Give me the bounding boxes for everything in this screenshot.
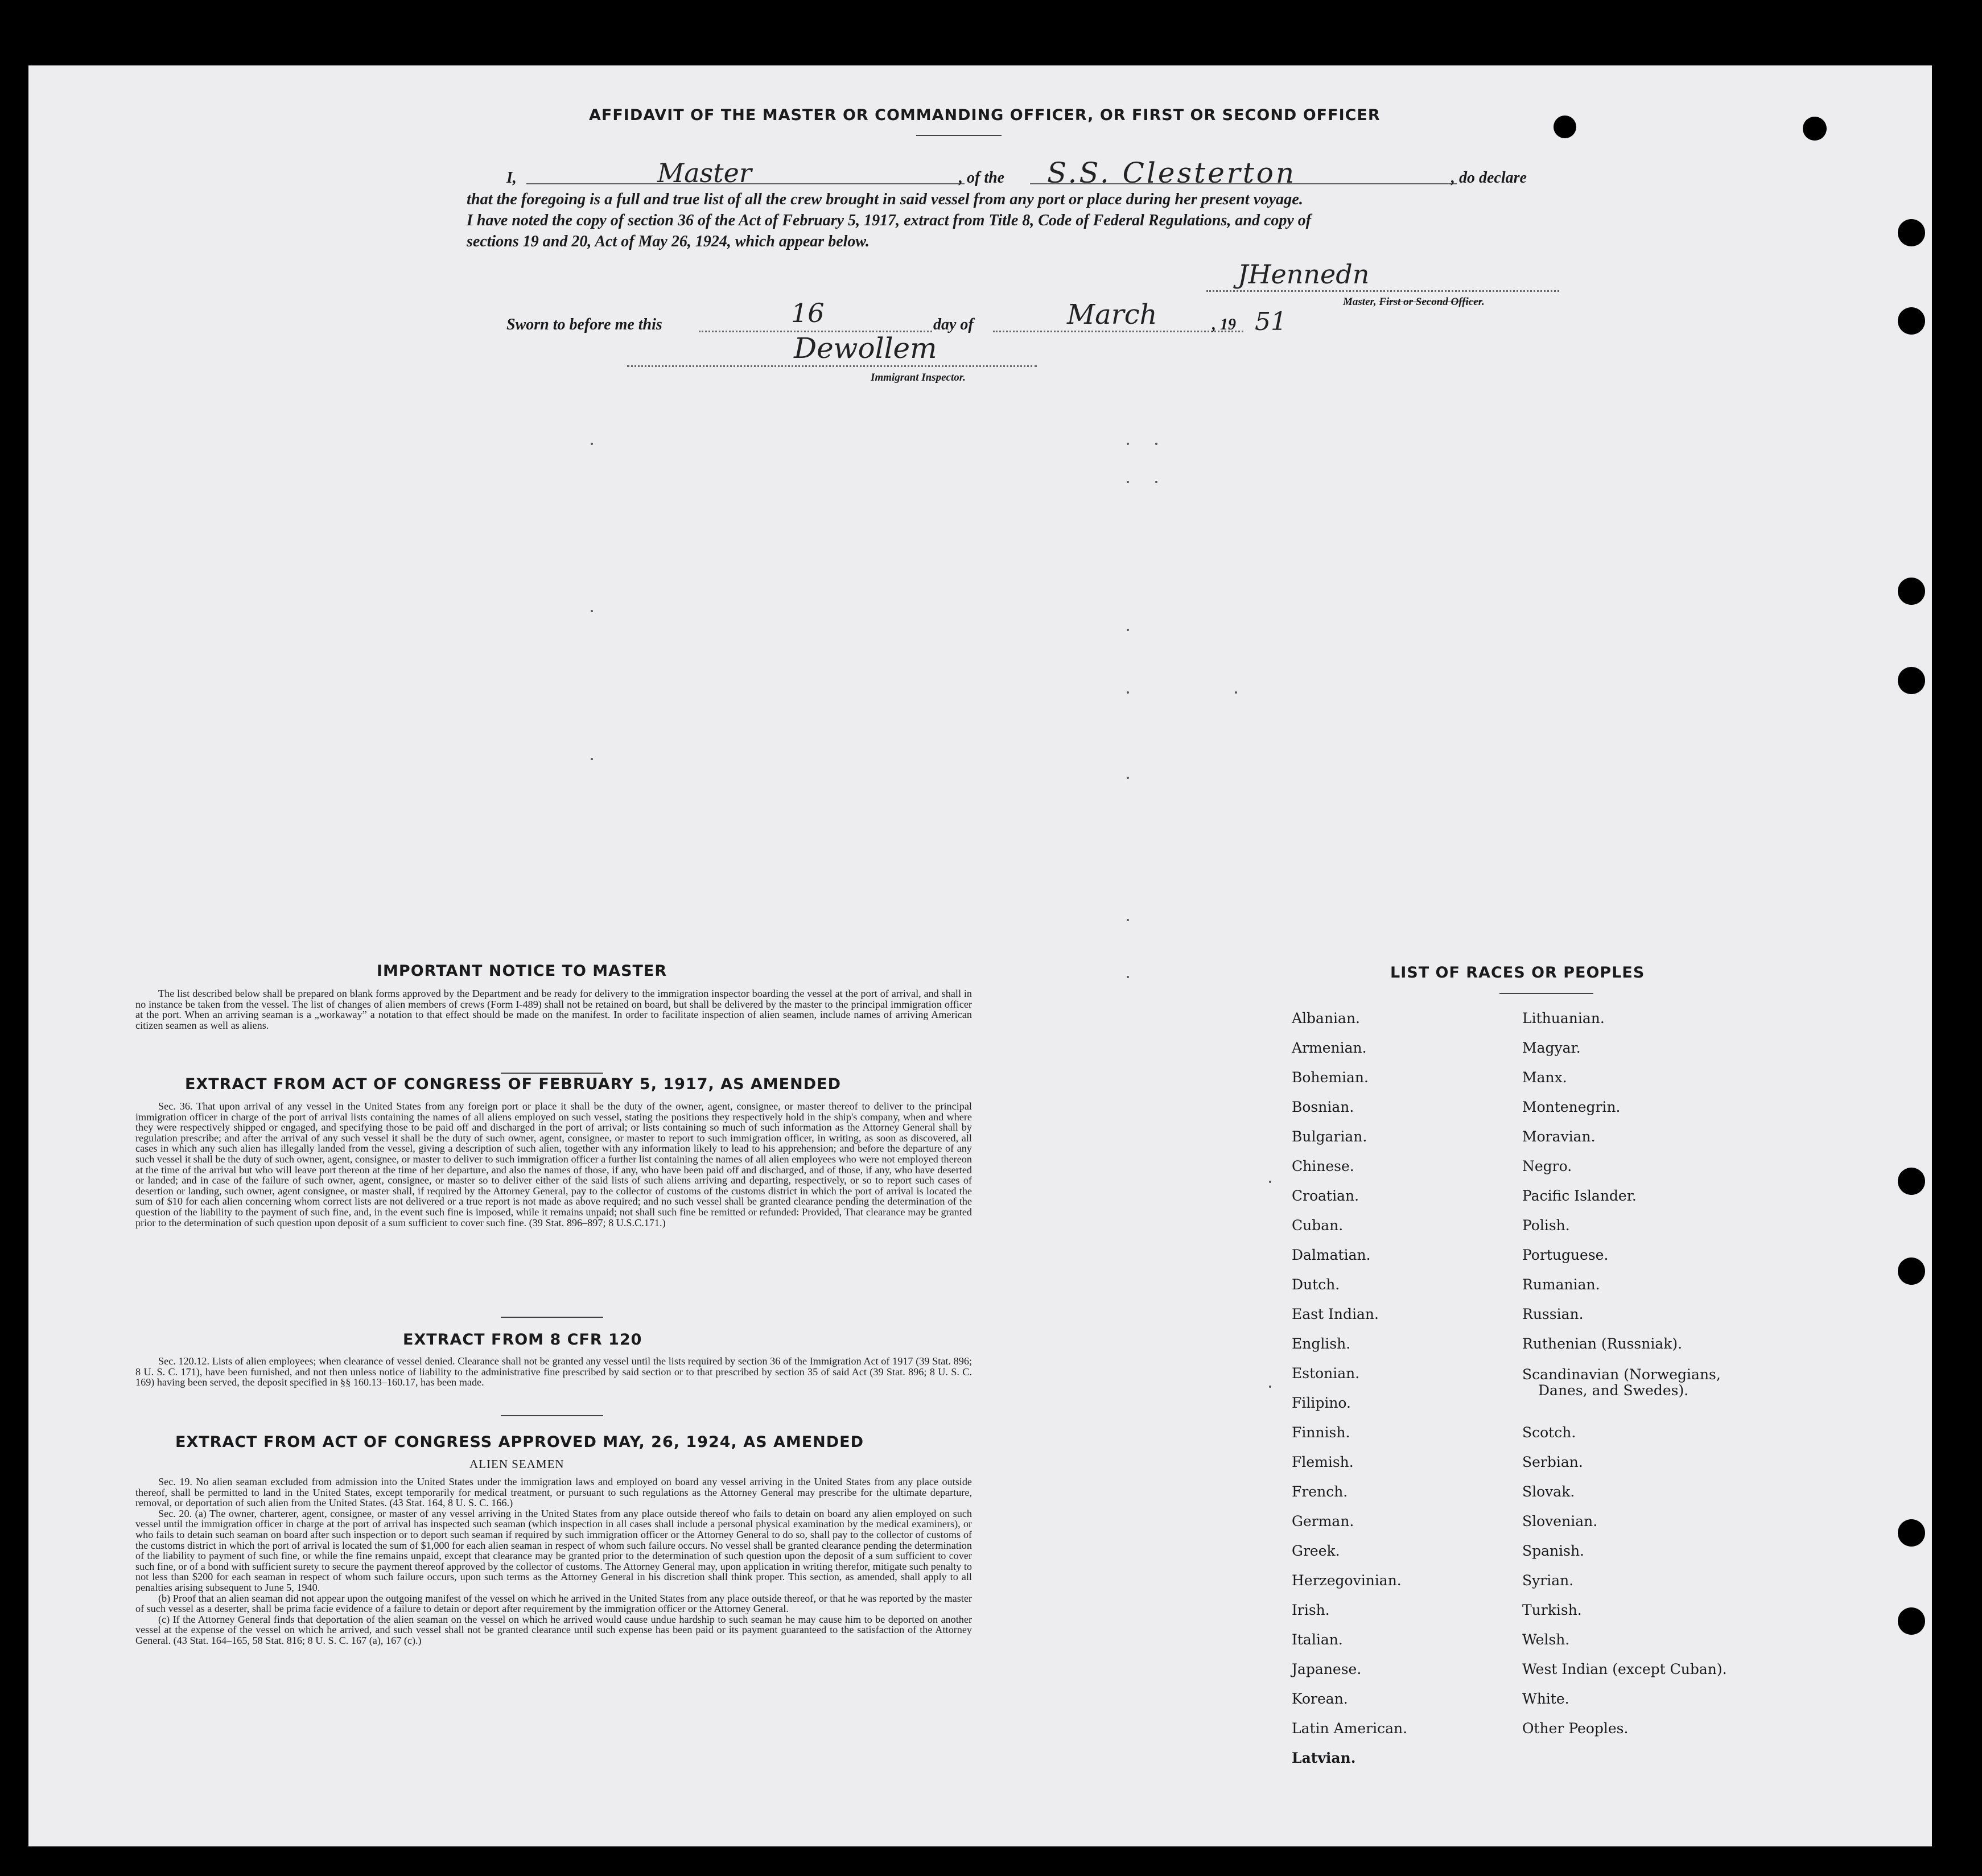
year-prefix: , 19 bbox=[1212, 316, 1236, 333]
race-item: German. bbox=[1292, 1513, 1354, 1529]
race-item: Finnish. bbox=[1292, 1424, 1350, 1441]
race-item: Dutch. bbox=[1292, 1276, 1340, 1293]
scan-speck bbox=[1127, 481, 1129, 483]
race-item: Manx. bbox=[1522, 1069, 1567, 1086]
divider-1 bbox=[501, 1073, 603, 1074]
race-item: Russian. bbox=[1522, 1306, 1584, 1322]
extract-cfr-title: EXTRACT FROM 8 CFR 120 bbox=[403, 1331, 642, 1349]
sec-19-paragraph: Sec. 19. No alien seaman excluded from admission into the United States under the immigration laws and employed on board any vessel arriving in the United States from any place outside thereof, shall be permitted to land in the United States, except temporarily for medical treatment, or pursuant to such regulations as the Attorney General may prescribe for the ultimate departure, removal, or deportation of such alien from the United States. (43 Stat. 164, 8 U. S. C. 166.) bbox=[135, 1476, 972, 1509]
affidavit-line-2: that the foregoing is a full and true list of all the crew brought in said vessel from any port or place during her present voyage. bbox=[467, 191, 1303, 208]
race-item: Filipino. bbox=[1292, 1395, 1351, 1411]
race-item: Slovak. bbox=[1522, 1483, 1575, 1500]
race-item: Slovenian. bbox=[1522, 1513, 1598, 1529]
race-item: Cuban. bbox=[1292, 1217, 1344, 1234]
year-handwritten: 51 bbox=[1255, 307, 1287, 336]
race-item: Moravian. bbox=[1522, 1128, 1596, 1145]
extract-1924-subtitle: ALIEN SEAMEN bbox=[469, 1457, 564, 1471]
scan-speck bbox=[1127, 629, 1129, 631]
race-item: English. bbox=[1292, 1335, 1351, 1352]
notice-text bbox=[135, 988, 972, 1030]
race-item: Albanian. bbox=[1292, 1010, 1361, 1026]
punch-hole bbox=[1898, 1257, 1925, 1285]
scan-speck bbox=[591, 443, 593, 445]
extract-1924-text bbox=[135, 1477, 972, 1646]
race-item: Portuguese. bbox=[1522, 1247, 1609, 1263]
scan-speck bbox=[1269, 1181, 1271, 1183]
race-item: Syrian. bbox=[1522, 1572, 1574, 1589]
race-item: White. bbox=[1522, 1691, 1569, 1707]
document-page bbox=[28, 65, 1932, 1846]
race-item: Bulgarian. bbox=[1292, 1128, 1367, 1145]
race-item: Negro. bbox=[1522, 1158, 1572, 1174]
caption-struck-officer: First or Second Officer bbox=[1379, 296, 1482, 308]
race-item: Japanese. bbox=[1292, 1661, 1362, 1677]
race-item: Herzegovinian. bbox=[1292, 1572, 1402, 1589]
scan-speck bbox=[1155, 481, 1157, 483]
punch-hole bbox=[1898, 667, 1925, 694]
race-item: Turkish. bbox=[1522, 1602, 1582, 1618]
of-the-label: , of the bbox=[959, 169, 1005, 187]
race-item: Spanish. bbox=[1522, 1543, 1585, 1559]
race-item: Welsh. bbox=[1522, 1631, 1570, 1648]
race-item: Ruthenian (Russniak). bbox=[1522, 1335, 1683, 1352]
day-of-label: day of bbox=[933, 316, 974, 333]
race-item: West Indian (except Cuban). bbox=[1522, 1661, 1727, 1677]
scan-speck bbox=[1127, 976, 1129, 978]
extract-1917-paragraph: Sec. 36. That upon arrival of any vessel in the United States from any foreign port or place it shall be the duty of the owner, agent, consignee, or master thereof to deliver to the principal immigration officer in charge of the port of arrival lists containing the names of all aliens employed on such vessel, stating the positions they respectively hold in the ship's company, when and where they were respectively shipped or engaged, and specifying those to be paid off and discharged in the port of arrival; or lists containing so much of such information as the Attorney General shall by regulation prescribe; and after the arrival of any such vessel it shall be the duty of such owner, agent, consignee, or master to report to such immigration officer, in writing, as soon as discovered, all cases in which any such alien has illegally landed from the vessel, giving a description of such alien, together with any information likely to lead to his apprehension; and before the departure of any such vessel it shall be the duty of such owner, agent, consignee, or master to deliver to such immigration officer a further list containing the names of all alien employees who were not employed thereon at the time of the arrival but who will leave port thereon at the time of her departure, and also the names of those, if any, who have been paid off and discharged, and of those, if any, who have deserted or landed; and in case of the failure of such owner, agent, consignee, or master so to deliver either of the said lists of such aliens arriving and departing, respectively, or so to report such cases of desertion or landing, such owner, agent consignee, or master shall, if required by the Attorney General, pay to the collector of customs of the customs district in which the port of arrival is located the sum of $10 for each alien concerning whom correct lists are not delivered or a true report is not made as above required; and no such vessel shall be granted clearance pending the determination of the question of the liability to the payment of such fine, and, in the event such fine is imposed, while it remains unpaid; not shall such fine be remitted or refunded: Provided, That clearance may be granted prior to the determination of such question upon deposit of a sum sufficient to cover such fine. (39 Stat. 896–897; 8 U.S.C.171.) bbox=[135, 1100, 972, 1228]
scan-speck bbox=[1155, 443, 1157, 445]
race-item: Bosnian. bbox=[1292, 1099, 1354, 1115]
race-item: Dalmatian. bbox=[1292, 1247, 1371, 1263]
extract-cfr-paragraph: Sec. 120.12. Lists of alien employees; when clearance of vessel denied. Clearance shall not be granted any vessel until the lists required by section 36 of the Immigration Act of 1917 (39 Stat. 896; 8 U. S. C. 171), have been furnished, and not then unless notice of liability to the administrative fine prescribed by said section or to that prescribed by section 35 of said Act (39 Stat. 896; 8 U. S. C. 169) having been served, the deposit specified in §§ 160.13–160.17, has been made. bbox=[135, 1355, 972, 1388]
scan-speck bbox=[1127, 777, 1129, 779]
punch-hole bbox=[1554, 116, 1576, 138]
inspector-line bbox=[627, 365, 1037, 367]
race-item: Pacific Islander. bbox=[1522, 1188, 1637, 1204]
race-item: Scotch. bbox=[1522, 1424, 1576, 1441]
extract-cfr-text bbox=[135, 1356, 972, 1388]
divider-2 bbox=[501, 1317, 603, 1318]
races-underline bbox=[1499, 993, 1593, 994]
race-item: Latin American. bbox=[1292, 1720, 1408, 1737]
race-item: Italian. bbox=[1292, 1631, 1343, 1648]
race-item: East Indian. bbox=[1292, 1306, 1379, 1322]
scan-speck bbox=[1269, 1386, 1271, 1388]
race-item: Montenegrin. bbox=[1522, 1099, 1621, 1115]
sec-20c-paragraph: (c) If the Attorney General finds that deportation of the alien seaman on the vessel on which he arrived would cause undue hardship to such seaman he may cause him to be deported on another vessel at the expense of the vessel on which he arrived, and such vessel shall not be granted clearance until such expense has been paid or its payment guaranteed to the satisfaction of the Attorney General. (43 Stat. 164–165, 58 Stat. 816; 8 U. S. C. 167 (a), 167 (c).) bbox=[135, 1613, 972, 1646]
month-handwritten: March bbox=[1067, 299, 1157, 331]
punch-hole bbox=[1898, 578, 1925, 605]
races-title: LIST OF RACES OR PEOPLES bbox=[1390, 964, 1645, 982]
affidavit-title: AFFIDAVIT OF THE MASTER OR COMMANDING OFFICER, OR FIRST OR SECOND OFFICER bbox=[589, 106, 1381, 124]
signature-line bbox=[1206, 290, 1559, 292]
master-signature: JHennedn bbox=[1238, 259, 1370, 290]
race-item: Korean. bbox=[1292, 1691, 1348, 1707]
extract-1917-text bbox=[135, 1101, 972, 1228]
scan-speck bbox=[1127, 443, 1129, 445]
race-item: Armenian. bbox=[1292, 1040, 1367, 1056]
sworn-label: Sworn to before me this bbox=[506, 316, 662, 333]
race-item: Lithuanian. bbox=[1522, 1010, 1605, 1026]
race-item: Other Peoples. bbox=[1522, 1720, 1629, 1737]
race-item: Bohemian. bbox=[1292, 1069, 1369, 1086]
race-item: Chinese. bbox=[1292, 1158, 1354, 1174]
signature-caption bbox=[1343, 296, 1485, 308]
punch-hole bbox=[1898, 307, 1925, 335]
race-item: Latvian. bbox=[1292, 1750, 1356, 1766]
sec-20b-paragraph: (b) Proof that an alien seaman did not appear upon the outgoing manifest of the vessel on which he arrived in the United States from any place outside thereof, or that he was reported by the master of such vessel as a deserter, shall be prima facie evidence of a failure to detain or deport after requirement by the immigration officer or the Attorney General. bbox=[135, 1592, 972, 1615]
scan-speck bbox=[1127, 919, 1129, 921]
affidavit-line-4: sections 19 and 20, Act of May 26, 1924, which appear below. bbox=[467, 233, 870, 250]
notice-title: IMPORTANT NOTICE TO MASTER bbox=[377, 962, 667, 980]
inspector-caption: Immigrant Inspector. bbox=[871, 372, 966, 384]
scan-speck bbox=[591, 610, 593, 612]
race-item: Magyar. bbox=[1522, 1040, 1581, 1056]
caption-master: Master, bbox=[1343, 296, 1377, 308]
punch-hole bbox=[1898, 1607, 1925, 1635]
race-item: Polish. bbox=[1522, 1217, 1570, 1234]
punch-hole bbox=[1898, 1519, 1925, 1547]
day-handwritten: 16 bbox=[791, 298, 825, 328]
affidavit-i-label: I, bbox=[506, 169, 517, 187]
race-item: Greek. bbox=[1292, 1543, 1340, 1559]
notice-paragraph: The list described below shall be prepared on blank forms approved by the Department and be ready for delivery to the immigration inspector boarding the vessel at the port of arrival, and shall in no instance be taken from the vessel. The list of changes of alien members of crews (Form I-489) shall not be retained on board, but shall be delivered by the master to the principal immigration officer at the port. When an arriving seaman is a „workaway” a notation to that effect should be made on the manifest. In order to facilitate inspection of alien seamen, include names of arriving American citizen seamen as well as aliens. bbox=[135, 988, 972, 1031]
race-item: Croatian. bbox=[1292, 1188, 1359, 1204]
race-item: Estonian. bbox=[1292, 1365, 1360, 1382]
race-item: Serbian. bbox=[1522, 1454, 1583, 1470]
month-line bbox=[993, 331, 1243, 332]
extract-1917-title: EXTRACT FROM ACT OF CONGRESS OF FEBRUARY 5, 1917, AS AMENDED bbox=[185, 1075, 841, 1093]
punch-hole bbox=[1803, 117, 1827, 141]
caption-period: . bbox=[1482, 296, 1485, 308]
sec-20a-paragraph: Sec. 20. (a) The owner, charterer, agent, consignee, or master of any vessel arriving in the United States from any place outside thereof who fails to detain on board any alien employed on such vessel until the immigration officer in charge at the port of arrival has inspected such seaman (which inspection in all cases shall include a personal physical examination by the medical examiners), or who fails to detain such seaman on board after such inspection or to deport such seaman if required by such immigration officer or the Attorney General to do so, shall pay to the collector of customs of the customs district in which the port of arrival is located the sum of $1,000 for each alien seaman in respect of whom such failure occurs. No vessel shall be granted clearance pending the determination of the liability to payment of such fine, or while the fine remains unpaid, except that clearance may be granted prior to the determination of such question upon the deposit of a sum sufficient to cover such fine, or of a bond with sufficient surety to secure the payment thereof approved by the collector of customs. The Attorney General may, upon application in writing therefor, mitigate such penalty to not less than $200 for each seaman in respect of whom such failure occurs, upon such terms as the Attorney General in his discretion shall think proper. This section, as amended, shall apply to all penalties arising subsequent to June 5, 1940. bbox=[135, 1507, 972, 1593]
race-item: Rumanian. bbox=[1522, 1276, 1600, 1293]
scan-speck bbox=[1235, 691, 1237, 694]
scan-speck bbox=[1127, 691, 1129, 694]
punch-hole bbox=[1898, 1168, 1925, 1195]
race-item: French. bbox=[1292, 1483, 1348, 1500]
vessel-handwritten: S.S. Clesterton bbox=[1047, 156, 1297, 189]
race-item: Flemish. bbox=[1292, 1454, 1354, 1470]
race-item: Danes, and Swedes). bbox=[1538, 1382, 1689, 1399]
divider-3 bbox=[501, 1415, 603, 1416]
officer-handwritten: Master bbox=[657, 158, 752, 188]
affidavit-line-3: I have noted the copy of section 36 of the Act of February 5, 1917, extract from Title 8, Code of Federal Regulations, and copy of bbox=[467, 212, 1312, 229]
race-item: Irish. bbox=[1292, 1602, 1330, 1618]
extract-1924-title: EXTRACT FROM ACT OF CONGRESS APPROVED MAY, 26, 1924, AS AMENDED bbox=[175, 1433, 864, 1451]
punch-hole bbox=[1898, 219, 1925, 246]
scan-speck bbox=[591, 758, 593, 760]
inspector-signature: Dewollem bbox=[794, 332, 937, 365]
race-item: Scandinavian (Norwegians, bbox=[1522, 1366, 1721, 1383]
title-underline bbox=[916, 135, 1002, 136]
do-declare-label: , do declare bbox=[1451, 169, 1527, 187]
